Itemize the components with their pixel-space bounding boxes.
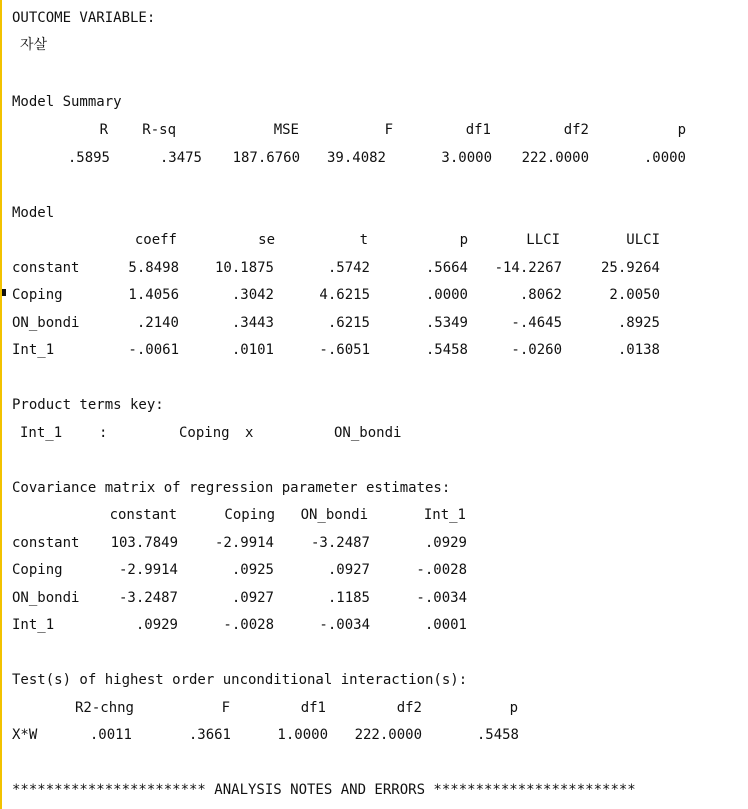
cell: .0011 — [89, 727, 132, 743]
cell: .5664 — [425, 260, 468, 276]
cell: .0929 — [135, 617, 178, 633]
cell: -.0061 — [128, 342, 179, 358]
cell: -2.9914 — [214, 535, 274, 551]
cell: -3.2487 — [118, 590, 178, 606]
col-header: MSE — [273, 122, 299, 138]
cell: .0001 — [424, 617, 467, 633]
cell: 187.6760 — [232, 150, 300, 166]
col-header: R2-chng — [74, 700, 134, 716]
cell: 103.7849 — [110, 535, 178, 551]
term-operator: x — [245, 425, 254, 441]
col-header: LLCI — [526, 232, 560, 248]
col-header: R-sq — [142, 122, 176, 138]
cell: -14.2267 — [494, 260, 562, 276]
cell: .0101 — [231, 342, 274, 358]
model-title: Model — [12, 205, 55, 221]
cell: 222.0000 — [354, 727, 422, 743]
row-label: Coping — [12, 562, 63, 578]
cell: .3042 — [231, 287, 274, 303]
model-summary-header-row — [2, 121, 748, 139]
model-row — [2, 286, 748, 304]
col-header: t — [359, 232, 368, 248]
cell: .0000 — [643, 150, 686, 166]
term-right: ON_bondi — [334, 425, 402, 441]
cell: .5349 — [425, 315, 468, 331]
cell: .8062 — [519, 287, 562, 303]
term-colon: : — [99, 425, 108, 441]
cell: .5742 — [327, 260, 370, 276]
interaction-test-title: Test(s) of highest order unconditional interaction(s): — [12, 672, 468, 688]
covariance-title: Covariance matrix of regression parameter estimates: — [12, 480, 451, 496]
col-header: ON_bondi — [300, 507, 368, 523]
cell: .0927 — [327, 562, 370, 578]
cell: .8925 — [617, 315, 660, 331]
interaction-test-value-row — [2, 726, 748, 744]
cell: 222.0000 — [521, 150, 589, 166]
cell: -3.2487 — [310, 535, 370, 551]
cell: 25.9264 — [600, 260, 660, 276]
outcome-variable-value: 자살 — [20, 37, 48, 53]
cell: .6215 — [327, 315, 370, 331]
cell: 4.6215 — [319, 287, 370, 303]
row-label: Coping — [12, 287, 63, 303]
cell: 10.1875 — [214, 260, 274, 276]
col-header: df2 — [396, 700, 422, 716]
cell: -.0028 — [223, 617, 274, 633]
cell: -.0260 — [511, 342, 562, 358]
cell: -.0028 — [416, 562, 467, 578]
term-left: Coping — [179, 425, 230, 441]
model-summary-title: Model Summary — [12, 94, 122, 110]
model-row — [2, 259, 748, 277]
cell: -.4645 — [511, 315, 562, 331]
cell: -.0034 — [319, 617, 370, 633]
col-header: constant — [109, 507, 177, 523]
covariance-row — [2, 589, 748, 607]
col-header: se — [258, 232, 275, 248]
cell: .5895 — [67, 150, 110, 166]
col-header: Coping — [224, 507, 275, 523]
cell: .0138 — [617, 342, 660, 358]
col-header: p — [677, 122, 686, 138]
cell: .5458 — [425, 342, 468, 358]
row-label: Int_1 — [12, 617, 55, 633]
col-header: Int_1 — [423, 507, 466, 523]
cell: .0929 — [424, 535, 467, 551]
covariance-row — [2, 534, 748, 552]
cell: .0927 — [231, 590, 274, 606]
model-header-row — [2, 231, 748, 249]
cell: .0000 — [425, 287, 468, 303]
cell: .2140 — [136, 315, 179, 331]
row-label: X*W — [12, 727, 38, 743]
cell: -.6051 — [319, 342, 370, 358]
col-header: F — [221, 700, 230, 716]
cell: .1185 — [327, 590, 370, 606]
cell: .3661 — [188, 727, 231, 743]
col-header: p — [459, 232, 468, 248]
col-header: df2 — [563, 122, 589, 138]
row-label: ON_bondi — [12, 315, 80, 331]
cell: 1.4056 — [128, 287, 179, 303]
cell: 5.8498 — [128, 260, 179, 276]
covariance-row — [2, 616, 748, 634]
cell: .3475 — [159, 150, 202, 166]
col-header: df1 — [300, 700, 326, 716]
product-terms-row — [2, 424, 748, 442]
analysis-notes-banner: *********************** ANALYSIS NOTES AND ERRORS ************************ — [12, 782, 636, 798]
cell: .3443 — [231, 315, 274, 331]
col-header: coeff — [134, 232, 177, 248]
model-row — [2, 314, 748, 332]
row-label: Int_1 — [12, 342, 55, 358]
covariance-row — [2, 561, 748, 579]
row-label: ON_bondi — [12, 590, 80, 606]
cell: .5458 — [476, 727, 519, 743]
covariance-header-row — [2, 506, 748, 524]
outcome-variable-label: OUTCOME VARIABLE: — [12, 10, 156, 26]
col-header: ULCI — [626, 232, 660, 248]
model-summary-value-row — [2, 149, 748, 167]
cell: -2.9914 — [118, 562, 178, 578]
cell: 39.4082 — [326, 150, 386, 166]
row-label: constant — [12, 260, 80, 276]
col-header: df1 — [465, 122, 491, 138]
col-header: R — [99, 122, 108, 138]
interaction-test-header-row — [2, 699, 748, 717]
cell: .0925 — [231, 562, 274, 578]
product-terms-title: Product terms key: — [12, 397, 164, 413]
row-label: constant — [12, 535, 80, 551]
cell: 3.0000 — [441, 150, 492, 166]
cell: 1.0000 — [277, 727, 328, 743]
col-header: p — [509, 700, 518, 716]
model-row — [2, 341, 748, 359]
term-name: Int_1 — [20, 425, 63, 441]
cell: 2.0050 — [609, 287, 660, 303]
col-header: F — [384, 122, 393, 138]
cell: -.0034 — [416, 590, 467, 606]
